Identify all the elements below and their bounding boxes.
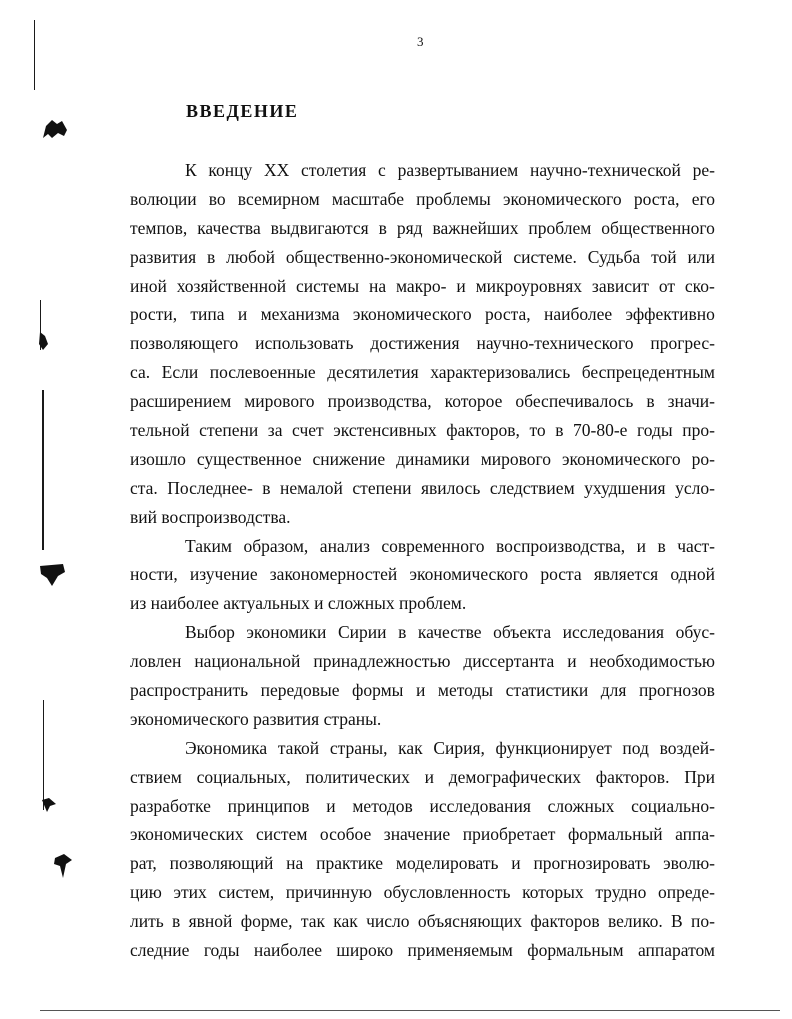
page-number: 3 (417, 34, 424, 49)
page-bottom-edge (40, 1010, 780, 1011)
text-line: разработке принципов и методов исследования сложных социально- (130, 795, 715, 816)
text-line: рат, позволяющий на практике моделировать и прогнозировать эволю- (130, 853, 715, 874)
text-line: тельной степени за счет экстенсивных факторов, то в 70-80-е годы про- (130, 420, 715, 441)
margin-scan-line (43, 700, 44, 810)
text-line: Экономика такой страны, как Сирия, функционирует под воздей- (185, 737, 715, 758)
ink-blot-mark (36, 330, 52, 352)
text-line: лить в явной форме, так как число объясняющих факторов велико. В по- (130, 911, 715, 932)
text-line: следние годы наиболее широко применяемым формальным аппаратом (130, 940, 715, 961)
text-line: ста. Последнее- в немалой степени явилось следствием ухудшения усло- (130, 477, 715, 498)
body-text (130, 156, 715, 965)
text-line: экономического развития страны. (130, 708, 382, 729)
text-line: распространить передовые формы и методы статистики для прогнозов (130, 680, 715, 701)
text-line: темпов, качества выдвигаются в ряд важнейших проблем общественного (130, 217, 715, 238)
text-line: иной хозяйственной системы на макро- и микроуровнях зависит от ско- (130, 275, 715, 296)
text-line: рости, типа и механизма экономического роста, наиболее эффективно (130, 304, 715, 325)
ink-blot-mark (52, 852, 74, 880)
text-line: вий воспроизводства. (130, 506, 291, 527)
text-line: К концу XX столетия с развертыванием научно-технической ре- (185, 160, 715, 180)
text-line: экономических систем особое значение приобретает формальный аппа- (130, 824, 715, 845)
text-line: Выбор экономики Сирии в качестве объекта исследования обус- (185, 622, 715, 643)
text-line: ловлен национальной принадлежностью диссертанта и необходимостью (130, 651, 715, 672)
margin-scan-line (42, 390, 44, 550)
ink-blot-mark (38, 562, 66, 588)
ink-blot-mark (40, 116, 70, 142)
text-line: расширением мирового производства, которое обеспечивалось в значи- (130, 391, 715, 412)
text-line: позволяющего использовать достижения научно-технического прогрес- (130, 333, 715, 354)
text-line: ности, изучение закономерностей экономического роста является одной (130, 564, 715, 585)
text-line: развития в любой общественно-экономической системе. Судьба той или (130, 246, 715, 267)
text-line: волюции во всемирном масштабе проблемы экономического роста, его (130, 188, 715, 209)
text-line: изошло существенное снижение динамики мирового экономического ро- (130, 448, 715, 469)
text-line: ствием социальных, политических и демографических факторов. При (130, 766, 715, 787)
section-heading: ВВЕДЕНИЕ (186, 101, 299, 121)
ink-blot-mark (40, 796, 58, 814)
text-line: са. Если послевоенные десятилетия характеризовались беспрецедентным (130, 362, 715, 383)
text-line: Таким образом, анализ современного воспроизводства, и в част- (185, 535, 715, 556)
text-line: цию этих систем, причинную обусловленность которых трудно опреде- (130, 882, 715, 903)
margin-scan-line (34, 20, 35, 90)
text-line: из наиболее актуальных и сложных проблем. (130, 593, 467, 614)
